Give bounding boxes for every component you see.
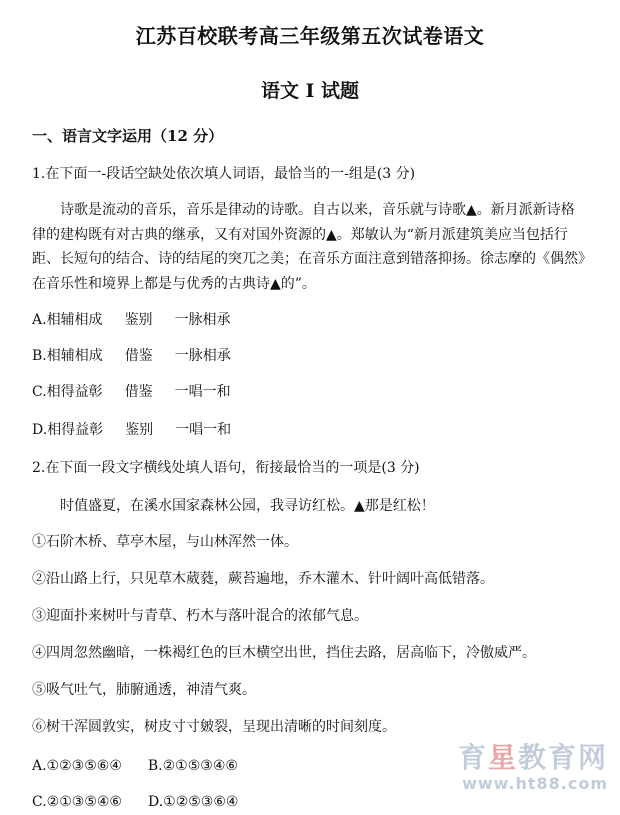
question-2-stem: 2.在下面一段文字横线处填人语句，衔接最恰当的一项是(3 分)	[32, 460, 420, 476]
choice-row	[32, 790, 588, 814]
option-word-1: 相辅相成	[46, 348, 103, 364]
sentence-item: ①石阶木桥、草亭木屋，与山林浑然一体。	[32, 534, 298, 550]
option-letter: B.	[32, 348, 47, 364]
sentence-item: ④四周忽然幽暗，一株褐红色的巨木横空出世，挡住去路，居高临下，冷傲威严。	[32, 645, 536, 661]
choice-d: D.①②⑤③⑥④	[147, 794, 239, 810]
option-d	[32, 418, 588, 442]
page-title: 江苏百校联考高三年级第五次试卷语文	[135, 24, 485, 48]
section-heading: 一、语言文字运用（12 分）	[32, 127, 224, 145]
option-word-2: 鉴别	[125, 422, 154, 438]
option-word-2: 借鉴	[124, 348, 153, 364]
page-subtitle: 语文 I 试题	[260, 80, 360, 102]
watermark-logo	[458, 736, 608, 793]
sentence-item: ②沿山路上行，只见草木葳蕤，蕨苔遍地，乔木灌木、针叶阔叶高低错落。	[32, 571, 494, 587]
option-letter: A.	[32, 312, 47, 328]
option-word-3: 一脉相承	[174, 312, 231, 328]
question-1-passage: 诗歌是流动的音乐，音乐是律动的诗歌。自古以来，音乐就与诗歌▲。新月派新诗格律的建构既有对古典的继承，又有对国外资源的▲。郑敏认为“新月派建筑美应当包括行距、长短句的结合、诗的结尾的突兀之美；在音乐方面注意到错落抑扬。徐志摩的《偶然》在音乐性和境界上都是与优秀的古典诗▲的”。	[32, 202, 585, 292]
watermark-url: www.ht88.com	[462, 774, 608, 793]
sentence-item: ⑤吸气吐气，肺腑通透，神清气爽。	[32, 682, 256, 698]
option-word-1: 相辅相成	[46, 312, 103, 328]
option-word-3: 一脉相承	[174, 348, 231, 364]
choice-a: A.①②③⑤⑥④	[32, 758, 122, 774]
sentence-item: ③迎面扑来树叶与青草、朽木与落叶混合的浓郁气息。	[32, 608, 368, 624]
question-2-passage: 时值盛夏，在溪水国家森林公园，我寻访红松。▲那是红松！	[60, 498, 435, 514]
question-1-stem: 1.在下面一-段话空缺处依次填人词语，最恰当的一-组是(3 分)	[32, 166, 416, 182]
watermark-text: 教育网	[517, 741, 608, 774]
sentence-item: ⑥树干浑圆敦实，树皮寸寸皴裂，呈现出清晰的时间刻度。	[32, 719, 396, 735]
option-letter: D.	[32, 422, 48, 438]
option-word-1: 相得益彰	[46, 384, 103, 400]
option-word-2: 鉴别	[124, 312, 153, 328]
option-c	[32, 380, 588, 404]
option-word-3: 一唱一和	[175, 422, 232, 438]
option-letter: C.	[32, 384, 47, 400]
watermark-main	[458, 736, 608, 776]
option-word-2: 借鉴	[124, 384, 153, 400]
choice-c: C.②①③⑤④⑥	[32, 794, 122, 810]
option-b	[32, 344, 588, 368]
option-word-3: 一唱一和	[174, 384, 231, 400]
watermark-text: 育	[457, 741, 488, 774]
option-word-1: 相得益彰	[47, 422, 104, 438]
option-a	[32, 308, 588, 332]
choice-b: B.②①⑤③④⑥	[147, 758, 238, 774]
watermark-star: 星	[487, 741, 518, 774]
